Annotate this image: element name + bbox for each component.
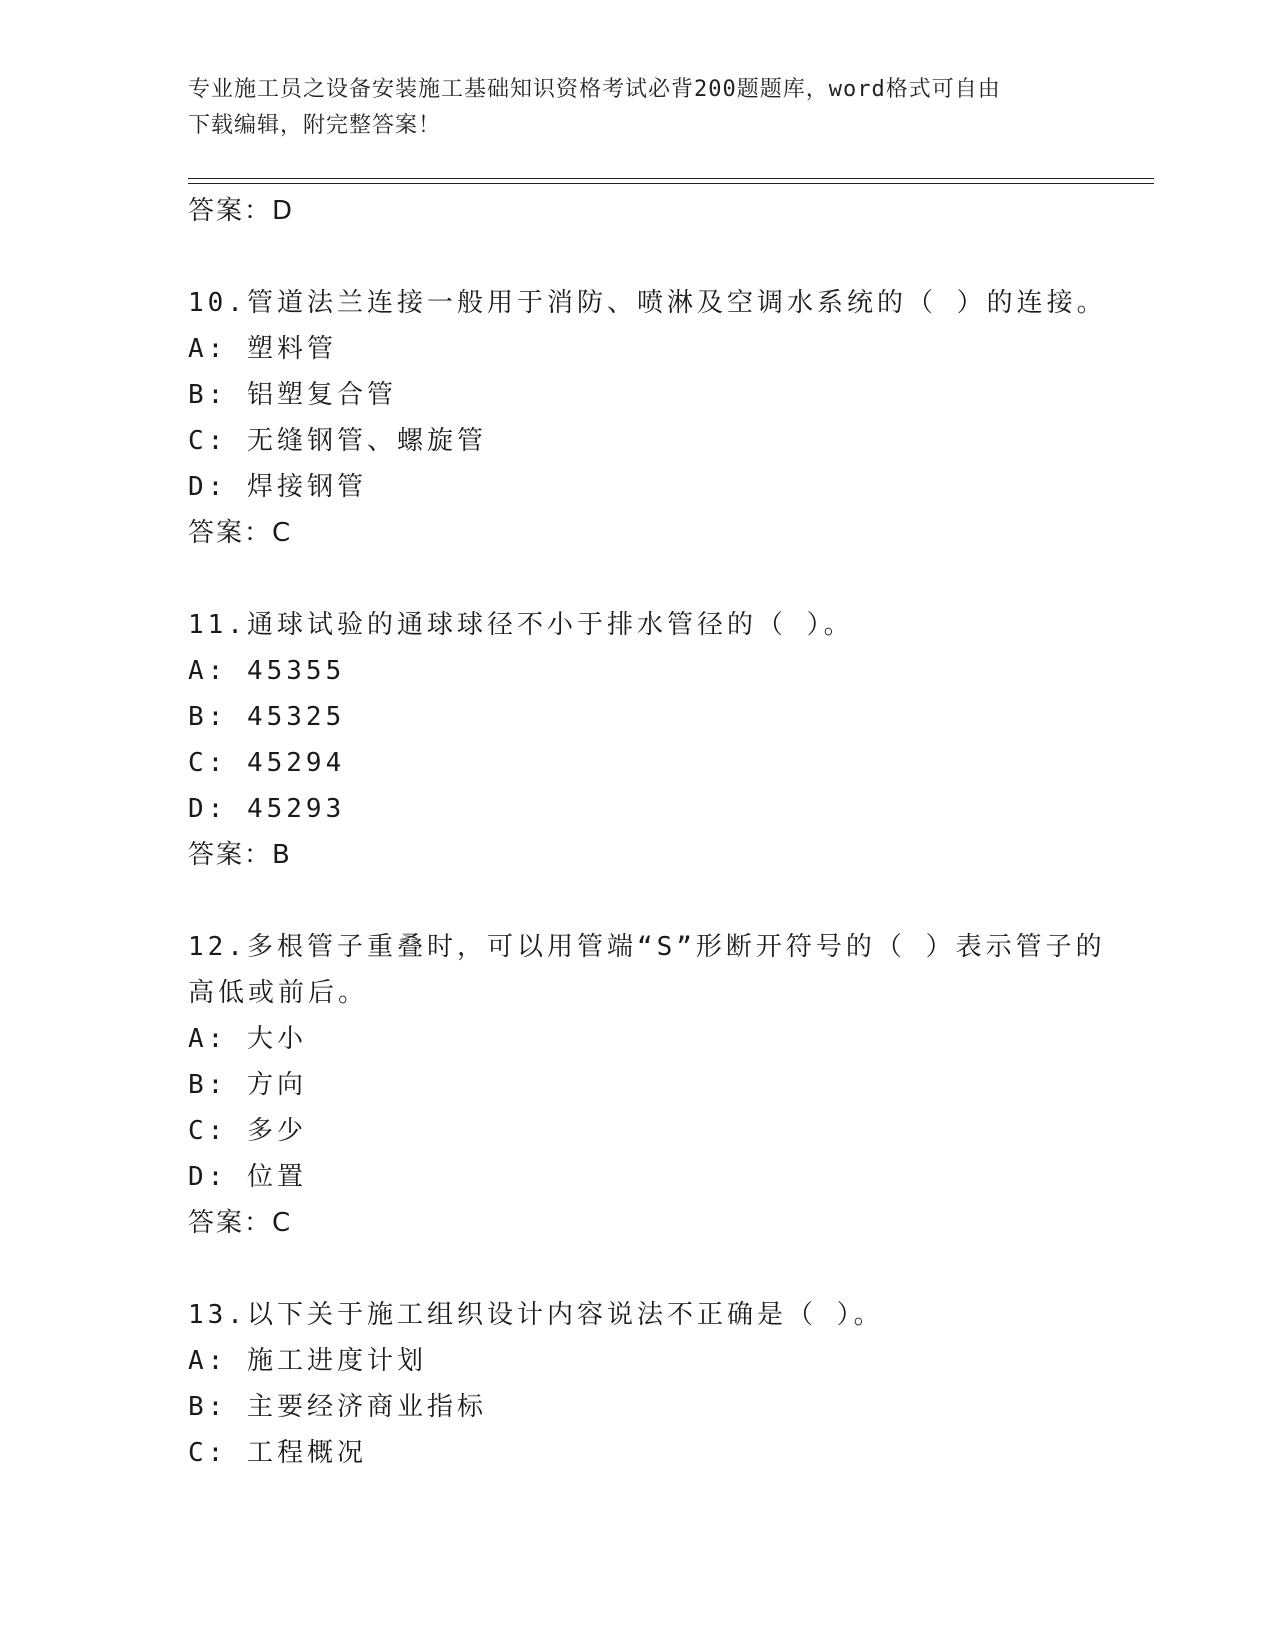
question-text-line-2: 高低或前后。 — [188, 978, 369, 1008]
option-c: C: 工程概况 — [188, 1438, 367, 1468]
header-divider-top — [188, 178, 1154, 179]
answer: 答案：B — [188, 840, 292, 870]
option-b: B: 铝塑复合管 — [188, 380, 397, 410]
spacer — [188, 234, 1128, 280]
answer: 答案：C — [188, 1208, 293, 1238]
option-a: A: 施工进度计划 — [188, 1346, 427, 1376]
spacer — [188, 1246, 1128, 1292]
option-c: C: 多少 — [188, 1116, 307, 1146]
spacer — [188, 556, 1128, 602]
header-line-2: 下载编辑，附完整答案！ — [188, 113, 442, 138]
previous-answer: 答案：D — [188, 196, 295, 226]
question-text-line-1: 12.多根管子重叠时，可以用管端“S”形断开符号的（ ）表示管子的 — [188, 932, 1106, 962]
header-line-1: 专业施工员之设备安装施工基础知识资格考试必背200题题库，word格式可自由 — [188, 77, 1001, 102]
option-d: D: 45293 — [188, 794, 346, 824]
spacer — [188, 878, 1128, 924]
header-divider-bottom — [188, 183, 1154, 184]
option-a: A: 塑料管 — [188, 334, 337, 364]
option-c: C: 无缝钢管、螺旋管 — [188, 426, 487, 456]
question-text: 11.通球试验的通球球径不小于排水管径的（ ）。 — [188, 610, 854, 640]
option-d: D: 焊接钢管 — [188, 472, 367, 502]
option-b: B: 主要经济商业指标 — [188, 1392, 487, 1422]
document-header — [188, 72, 1088, 144]
question-12 — [188, 924, 1128, 1246]
question-10 — [188, 280, 1128, 556]
option-b: B: 方向 — [188, 1070, 307, 1100]
question-text: 13.以下关于施工组织设计内容说法不正确是（ ）。 — [188, 1300, 884, 1330]
option-d: D: 位置 — [188, 1162, 307, 1192]
option-a: A: 45355 — [188, 656, 346, 686]
option-b: B: 45325 — [188, 702, 346, 732]
option-a: A: 大小 — [188, 1024, 307, 1054]
question-list — [188, 188, 1128, 1476]
answer: 答案：C — [188, 518, 293, 548]
question-text: 10.管道法兰连接一般用于消防、喷淋及空调水系统的（ ）的连接。 — [188, 288, 1107, 318]
question-11 — [188, 602, 1128, 878]
question-13 — [188, 1292, 1128, 1476]
option-c: C: 45294 — [188, 748, 346, 778]
